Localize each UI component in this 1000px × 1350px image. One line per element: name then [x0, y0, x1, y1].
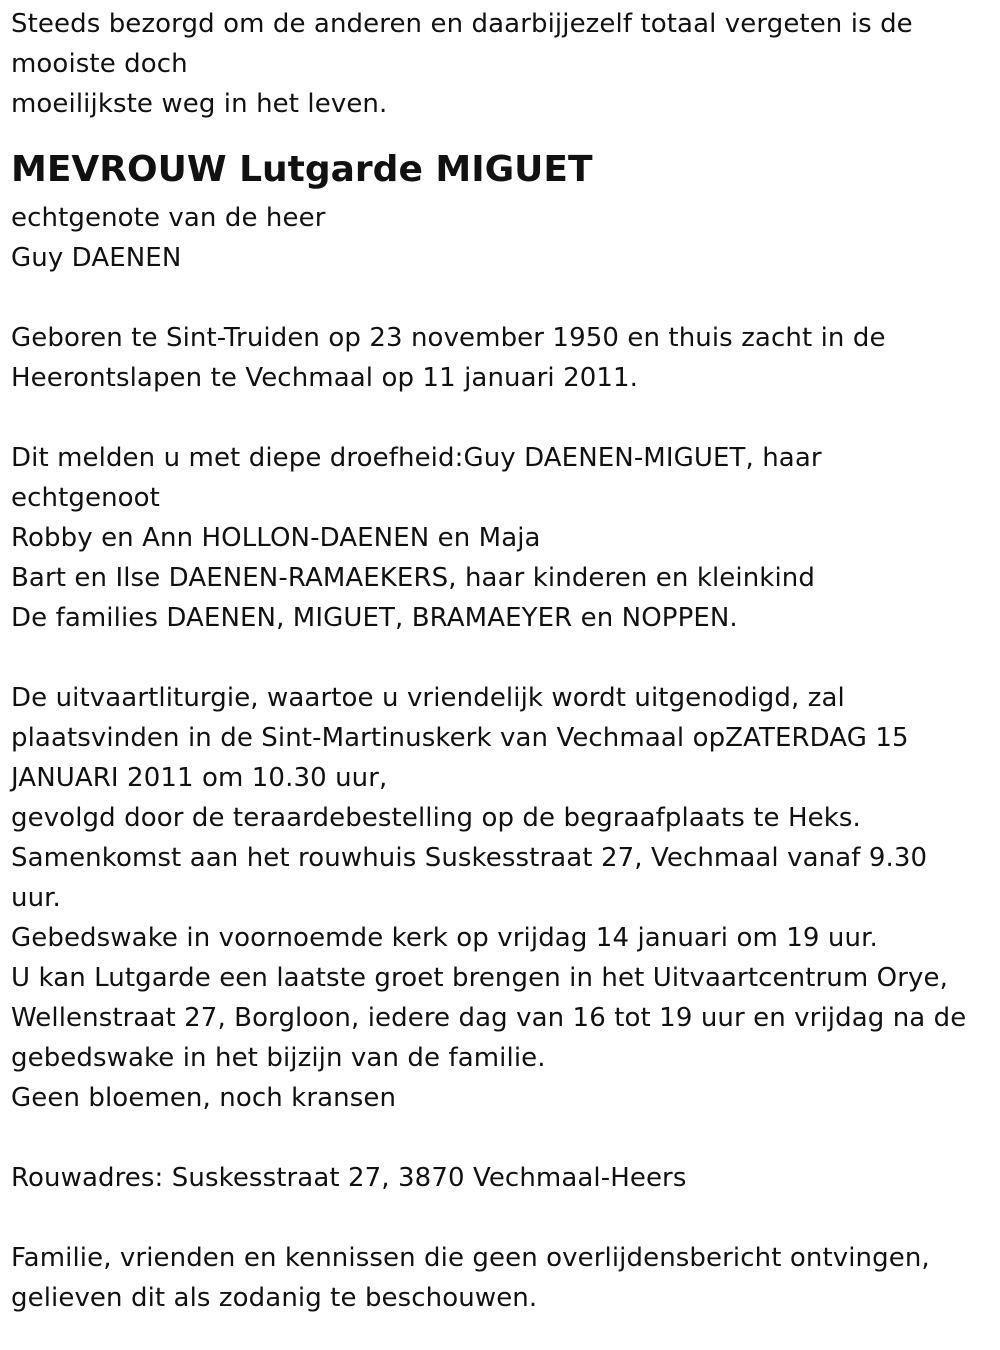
- motto-line: moeilijkste weg in het leven.: [11, 89, 388, 119]
- motto-line: mooiste doch: [11, 49, 188, 79]
- family-line: Robby en Ann HOLLON-DAENEN en Maja: [11, 523, 541, 553]
- funeral-line: Geen bloemen, noch kransen: [11, 1083, 397, 1113]
- birth-death-line: Heerontslapen te Vechmaal op 11 januari 2011.: [11, 363, 639, 393]
- funeral-line: gebedswake in het bijzijn van de familie.: [11, 1043, 546, 1073]
- spouse-line: Guy DAENEN: [11, 243, 182, 273]
- motto-line: Steeds bezorgd om de anderen en daarbijjezelf totaal vergeten is de: [11, 9, 913, 39]
- spacer: [11, 638, 991, 678]
- family-line: Dit melden u met diepe droefheid:Guy DAENEN-MIGUET, haar: [11, 443, 822, 473]
- birth-death-line: Geboren te Sint-Truiden op 23 november 1950 en thuis zacht in de: [11, 323, 886, 353]
- funeral-line: De uitvaartliturgie, waartoe u vriendelijk wordt uitgenodigd, zal: [11, 683, 845, 713]
- family-line: De families DAENEN, MIGUET, BRAMAEYER en NOPPEN.: [11, 603, 738, 633]
- family-line: echtgenoot: [11, 483, 160, 513]
- spouse-section: [11, 198, 991, 278]
- funeral-line: gevolgd door de teraardebestelling op de begraafplaats te Heks.: [11, 803, 861, 833]
- funeral-section: [11, 678, 991, 1118]
- spouse-line: echtgenote van de heer: [11, 203, 326, 233]
- funeral-line: Wellenstraat 27, Borgloon, iedere dag van 16 tot 19 uur en vrijdag na de: [11, 1003, 967, 1033]
- funeral-line: JANUARI 2011 om 10.30 uur,: [11, 763, 388, 793]
- spacer: [11, 1198, 991, 1238]
- closing-line: gelieven dit als zodanig te beschouwen.: [11, 1283, 538, 1313]
- birth-death-section: [11, 318, 991, 398]
- funeral-line: plaatsvinden in de Sint-Martinuskerk van Vechmaal opZATERDAG 15: [11, 723, 909, 753]
- funeral-line: U kan Lutgarde een laatste groet brengen in het Uitvaartcentrum Orye,: [11, 963, 948, 993]
- mourning-address: Rouwadres: Suskesstraat 27, 3870 Vechmaal-Heers: [11, 1163, 687, 1193]
- closing-section: [11, 1238, 991, 1318]
- closing-line: Familie, vrienden en kennissen die geen overlijdensbericht ontvingen,: [11, 1243, 930, 1273]
- family-line: Bart en Ilse DAENEN-RAMAEKERS, haar kinderen en kleinkind: [11, 563, 815, 593]
- spacer: [11, 278, 991, 318]
- motto: [11, 4, 991, 124]
- spacer: [11, 398, 991, 438]
- funeral-line: Gebedswake in voornoemde kerk op vrijdag 14 januari om 19 uur.: [11, 923, 878, 953]
- funeral-line: uur.: [11, 883, 61, 913]
- spacer: [11, 1118, 991, 1158]
- deceased-name: MEVROUW Lutgarde MIGUET: [11, 149, 593, 190]
- funeral-line: Samenkomst aan het rouwhuis Suskesstraat 27, Vechmaal vanaf 9.30: [11, 843, 928, 873]
- family-section: [11, 438, 991, 638]
- death-notice: [11, 4, 991, 1318]
